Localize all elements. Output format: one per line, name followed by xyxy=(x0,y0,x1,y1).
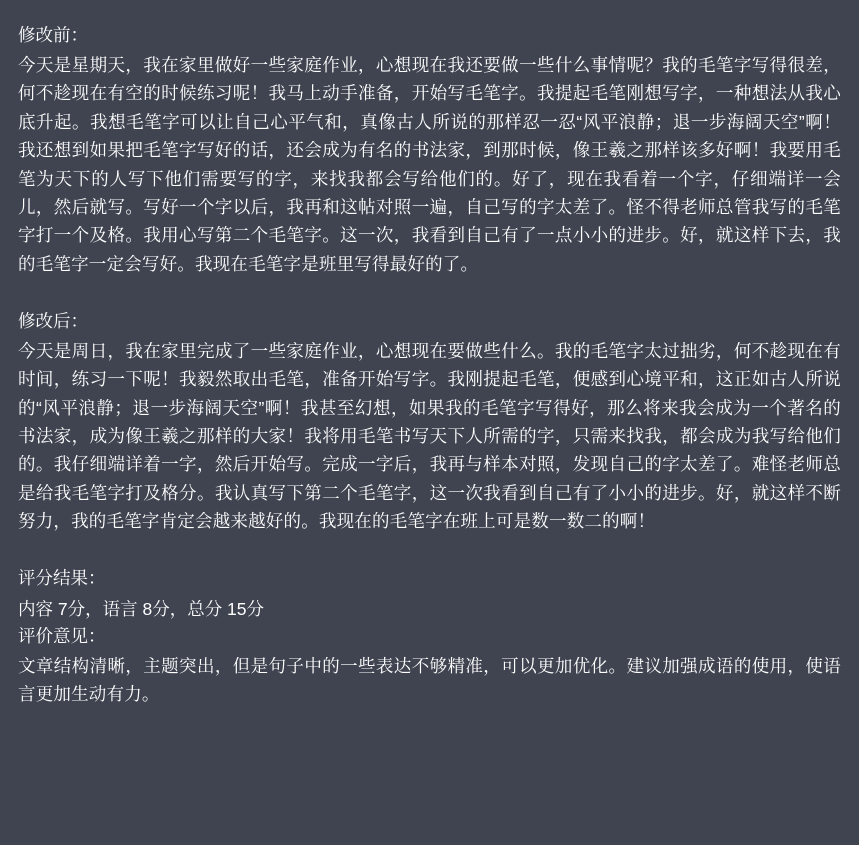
section-before xyxy=(18,22,841,278)
section-result xyxy=(18,565,841,708)
after-text: 今天是周日，我在家里完成了一些家庭作业，心想现在要做些什么。我的毛笔字太过拙劣，何不趁现在有时间，练习一下呢！我毅然取出毛笔，准备开始写字。我刚提起毛笔，便感到心境平和，这正如古人所说的“风平浪静；退一步海阔天空”啊！我甚至幻想，如果我的毛笔字写得好，那么将来我会成为一个著名的书法家，成为像王羲之那样的大家！我将用毛笔书写天下人所需的字，只需来找我，都会成为我写给他们的。我仔细端详着一字，然后开始写。完成一字后，我再与样本对照，发现自己的字太差了。难怪老师总是给我毛笔字打及格分。我认真写下第二个毛笔字，这一次我看到自己有了小小的进步。好，就这样不断努力，我的毛笔字肯定会越来越好的。我现在的毛笔字在班上可是数一数二的啊！ xyxy=(18,341,841,532)
result-heading: 评分结果： xyxy=(18,568,106,589)
before-text: 今天是星期天，我在家里做好一些家庭作业，心想现在我还要做一些什么事情呢？我的毛笔字写得很差，何不趁现在有空的时候练习呢！我马上动手准备，开始写毛笔字。我提起毛笔刚想写字，一种想法从我心底升起。我想毛笔字可以让自己心平气和，真像古人所说的那样忍一忍“风平浪静；退一步海阔天空”啊！我还想到如果把毛笔字写好的话，还会成为有名的书法家，到那时候，像王羲之那样该多好啊！我要用毛笔为天下的人写下他们需要写的字，来找我都会写给他们的。好了，现在我看着一个字，仔细端详一会儿，然后就写。写好一个字以后，我再和这帖对照一遍，自己写的字太差了。怪不得老师总管我写的毛笔字打一个及格。我用心写第二个毛笔字。这一次，我看到自己有了一点小小的进步。好，就这样下去，我的毛笔字一定会写好。我现在毛笔字是班里写得最好的了。 xyxy=(18,55,841,274)
after-heading: 修改后： xyxy=(18,310,88,331)
result-scores: 内容 7分，语言 8分，总分 15分 xyxy=(18,598,265,619)
spacer-before-after xyxy=(18,294,841,308)
section-after xyxy=(18,308,841,536)
comment-text: 文章结构清晰，主题突出，但是句子中的一些表达不够精准，可以更加优化。建议加强成语的使用，使语言更加生动有力。 xyxy=(18,656,841,705)
spacer-after-result xyxy=(18,551,841,565)
before-heading: 修改前： xyxy=(18,25,88,45)
comment-heading: 评价意见： xyxy=(18,625,106,646)
